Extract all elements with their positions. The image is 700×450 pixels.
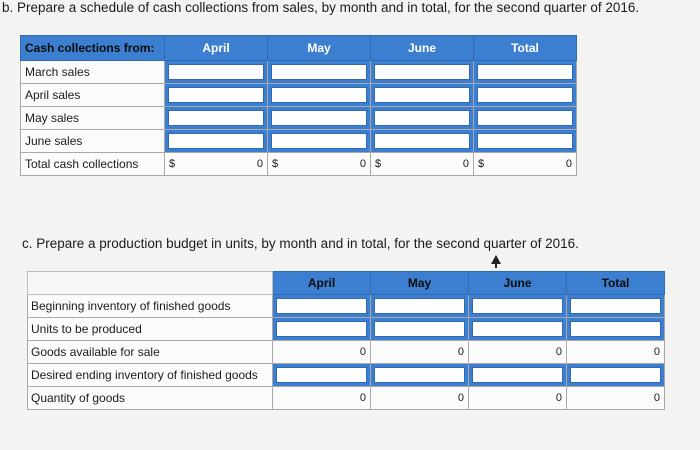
part-b-heading: b. Prepare a schedule of cash collections from sales, by month and in total, for the second quarter of 2016. bbox=[2, 0, 640, 15]
march-sales-total-input[interactable] bbox=[477, 64, 573, 80]
part-c-heading: c. Prepare a production budget in units, by month and in total, for the second quarter of 2016. bbox=[22, 236, 579, 251]
currency-symbol: $ bbox=[272, 158, 279, 170]
units-produced-total-input[interactable] bbox=[570, 321, 661, 337]
beginning-inventory-total-input[interactable] bbox=[570, 298, 661, 314]
header-june: June bbox=[371, 36, 474, 61]
row-label-units-to-be-produced: Units to be produced bbox=[28, 318, 273, 341]
currency-symbol: $ bbox=[375, 158, 382, 170]
table-row bbox=[21, 84, 577, 107]
june-sales-june-input[interactable] bbox=[374, 133, 470, 149]
may-sales-total-input[interactable] bbox=[477, 110, 573, 126]
total-april-value: 0 bbox=[256, 158, 263, 170]
table-row bbox=[28, 318, 665, 341]
march-sales-may-input[interactable] bbox=[271, 64, 367, 80]
row-label-april-sales: April sales bbox=[21, 84, 165, 107]
row-label-desired-ending-inventory: Desired ending inventory of finished goods bbox=[28, 364, 273, 387]
table-row bbox=[28, 341, 665, 364]
row-label-goods-available: Goods available for sale bbox=[28, 341, 273, 364]
april-sales-total-input[interactable] bbox=[477, 87, 573, 103]
row-label-june-sales: June sales bbox=[21, 130, 165, 153]
row-label-quantity-of-goods: Quantity of goods bbox=[28, 387, 273, 410]
quantity-total-value: 0 bbox=[567, 387, 665, 410]
header-total: Total bbox=[474, 36, 577, 61]
row-label-beginning-inventory: Beginning inventory of finished goods bbox=[28, 295, 273, 318]
april-sales-june-input[interactable] bbox=[374, 87, 470, 103]
row-label-may-sales: May sales bbox=[21, 107, 165, 130]
beginning-inventory-june-input[interactable] bbox=[472, 298, 563, 314]
april-sales-april-input[interactable] bbox=[168, 87, 264, 103]
goods-available-april-value: 0 bbox=[273, 341, 371, 364]
june-sales-may-input[interactable] bbox=[271, 133, 367, 149]
currency-symbol: $ bbox=[478, 158, 485, 170]
june-sales-april-input[interactable] bbox=[168, 133, 264, 149]
ending-inventory-total-input[interactable] bbox=[570, 367, 661, 383]
header-april: April bbox=[273, 272, 371, 295]
quantity-april-value: 0 bbox=[273, 387, 371, 410]
header-blank bbox=[28, 272, 273, 295]
total-june-value: 0 bbox=[462, 158, 469, 170]
production-budget-table bbox=[27, 271, 665, 410]
total-total-value: 0 bbox=[565, 158, 572, 170]
may-sales-april-input[interactable] bbox=[168, 110, 264, 126]
quantity-may-value: 0 bbox=[371, 387, 469, 410]
header-may: May bbox=[268, 36, 371, 61]
header-total: Total bbox=[567, 272, 665, 295]
header-may: May bbox=[371, 272, 469, 295]
ending-inventory-may-input[interactable] bbox=[374, 367, 465, 383]
june-sales-total-input[interactable] bbox=[477, 133, 573, 149]
table-row bbox=[28, 295, 665, 318]
may-sales-june-input[interactable] bbox=[374, 110, 470, 126]
goods-available-total-value: 0 bbox=[567, 341, 665, 364]
march-sales-april-input[interactable] bbox=[168, 64, 264, 80]
row-label-march-sales: March sales bbox=[21, 61, 165, 84]
may-sales-may-input[interactable] bbox=[271, 110, 367, 126]
table-row bbox=[21, 107, 577, 130]
table-row bbox=[21, 61, 577, 84]
quantity-june-value: 0 bbox=[469, 387, 567, 410]
units-produced-june-input[interactable] bbox=[472, 321, 563, 337]
goods-available-may-value: 0 bbox=[371, 341, 469, 364]
units-produced-april-input[interactable] bbox=[276, 321, 367, 337]
cash-collections-table bbox=[20, 35, 577, 176]
beginning-inventory-may-input[interactable] bbox=[374, 298, 465, 314]
goods-available-june-value: 0 bbox=[469, 341, 567, 364]
cursor-stem bbox=[495, 262, 497, 268]
march-sales-june-input[interactable] bbox=[374, 64, 470, 80]
header-cash-collections-from: Cash collections from: bbox=[21, 36, 165, 61]
currency-symbol: $ bbox=[169, 158, 176, 170]
table-row bbox=[28, 364, 665, 387]
table-header-row bbox=[21, 36, 577, 61]
total-row bbox=[21, 153, 577, 176]
table-row bbox=[21, 130, 577, 153]
total-may-value: 0 bbox=[359, 158, 366, 170]
header-june: June bbox=[469, 272, 567, 295]
april-sales-may-input[interactable] bbox=[271, 87, 367, 103]
units-produced-may-input[interactable] bbox=[374, 321, 465, 337]
ending-inventory-june-input[interactable] bbox=[472, 367, 563, 383]
header-april: April bbox=[165, 36, 268, 61]
row-label-total-cash-collections: Total cash collections bbox=[21, 153, 165, 176]
table-header-row bbox=[28, 272, 665, 295]
table-row bbox=[28, 387, 665, 410]
ending-inventory-april-input[interactable] bbox=[276, 367, 367, 383]
beginning-inventory-april-input[interactable] bbox=[276, 298, 367, 314]
